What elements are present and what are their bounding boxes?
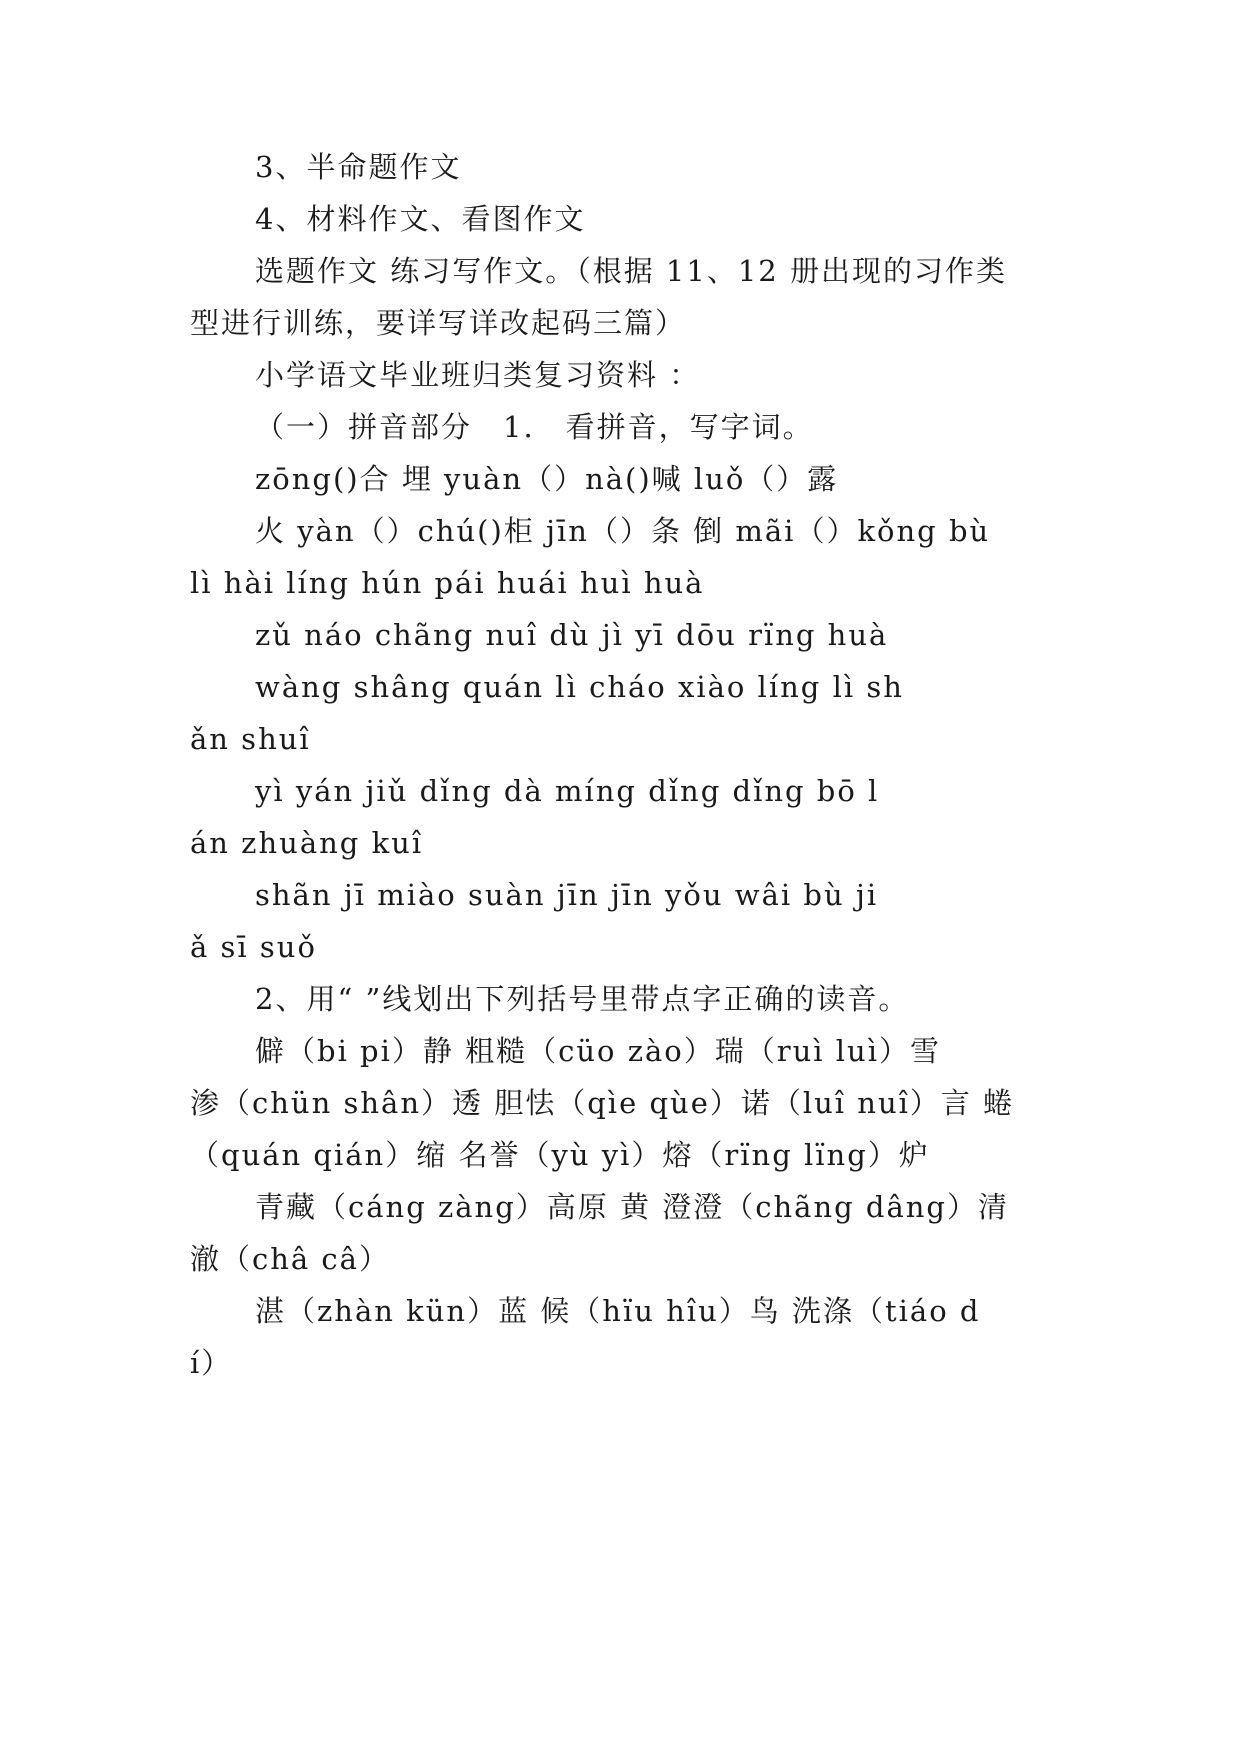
text-line: 2、用“ ”线划出下列括号里带点字正确的读音。 — [255, 982, 910, 1016]
text-line: 3、半命题作文 — [255, 150, 462, 184]
section-heading: （一）拼音部分 1. 看拼音，写字词。 — [255, 410, 814, 444]
text-line: 小学语文毕业班归类复习资料 ： — [255, 358, 701, 392]
text-line: ǎ sī suǒ — [190, 930, 317, 964]
text-line: yì yán jiǔ dǐng dà míng dǐng dǐng bō l — [255, 774, 880, 808]
text-line: ǎn shuî — [190, 722, 311, 756]
text-line: 4、材料作文、看图作文 — [255, 202, 586, 236]
text-line: 渗（chün shân）透 胆怯（qìe qùe）诺（luî nuî）言 蜷 — [190, 1086, 1015, 1120]
text-line: 青藏（cáng zàng）高原 黄 澄澄（chãng dâng）清 — [255, 1190, 1009, 1224]
text-line: 澈（châ câ） — [190, 1242, 390, 1276]
text-line: 选题作文 练习写作文。（根据 11、12 册出现的习作类 — [255, 254, 1007, 288]
text-line: 湛（zhàn kün）蓝 候（hïu hîu）鸟 洗涤（tiáo d — [255, 1294, 981, 1328]
text-line: shãn jī miào suàn jīn jīn yǒu wâi bù ji — [255, 878, 879, 912]
text-line: 型进行训练，要详写详改起码三篇） — [190, 306, 687, 340]
text-line: zǔ náo chãng nuî dù jì yī dōu rïng huà — [255, 618, 889, 652]
text-line: wàng shâng quán lì cháo xiào líng lì sh — [255, 670, 904, 704]
text-line: 僻（bi pi）静 粗糙（cüo zào）瑞（ruì luì）雪 — [255, 1034, 941, 1068]
text-line: í） — [190, 1346, 233, 1380]
text-line: （quán qián）缩 名誉（yù yì）熔（rïng lïng）炉 — [190, 1138, 930, 1172]
text-line: lì hài líng hún pái huái huì huà — [190, 566, 705, 600]
text-line: 火 yàn（）chú()柜 jīn（）条 倒 mãi（）kǒng bù — [255, 514, 991, 548]
text-line: án zhuàng kuî — [190, 826, 424, 860]
text-line: zōng()合 埋 yuàn（）nà()喊 luǒ（）露 — [255, 462, 839, 496]
